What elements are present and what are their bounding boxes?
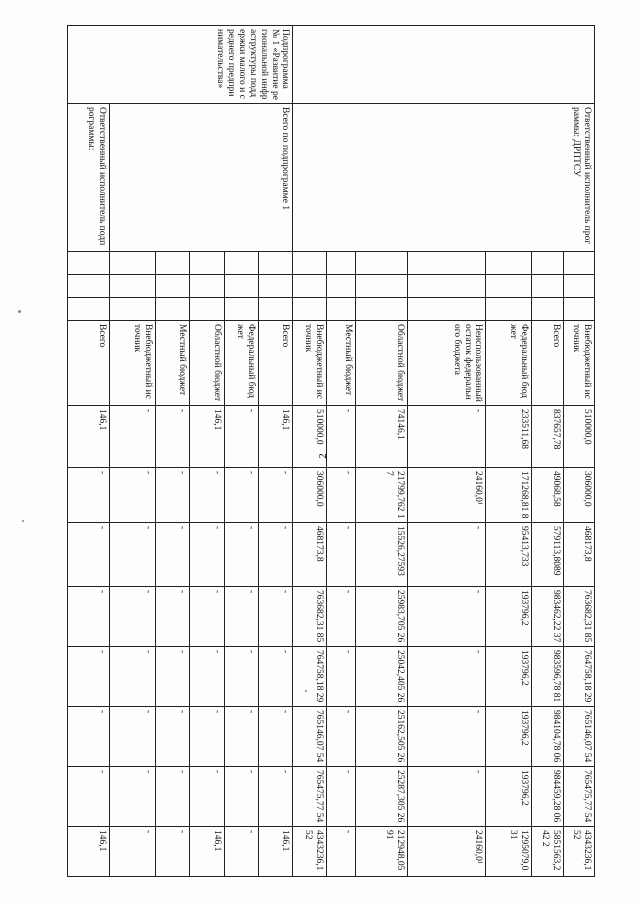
value-cell: - bbox=[155, 406, 189, 468]
value-cell: 5851563,242 2 bbox=[532, 827, 563, 877]
value-cell: - bbox=[109, 767, 155, 827]
value-cell: - bbox=[326, 587, 355, 647]
value-cell: - bbox=[155, 827, 189, 877]
value-cell: 764758,18 29 bbox=[563, 647, 594, 707]
indicator-cell bbox=[532, 252, 563, 275]
value-cell: - bbox=[224, 523, 258, 587]
value-cell: - bbox=[326, 523, 355, 587]
value-cell: 24160,0¹ bbox=[408, 827, 486, 877]
value-cell: 763682,31 85 bbox=[563, 587, 594, 647]
value-cell: - bbox=[190, 647, 224, 707]
value-cell: 25983,705 26 bbox=[356, 587, 408, 647]
value-cell: 1295079,031 bbox=[486, 827, 532, 877]
page-number: 2 bbox=[316, 453, 329, 459]
funding-source-cell: Местный бюджет bbox=[155, 321, 189, 406]
value-cell: - bbox=[408, 523, 486, 587]
value-cell: 146,1 bbox=[68, 827, 110, 877]
value-cell: - bbox=[109, 468, 155, 523]
indicator-cell bbox=[293, 275, 326, 298]
value-cell: 193796,2 bbox=[486, 647, 532, 707]
funding-source-cell: Всего bbox=[532, 321, 563, 406]
value-cell: 510000,0 bbox=[563, 406, 594, 468]
table-row bbox=[563, 26, 594, 877]
value-cell: - bbox=[259, 523, 293, 587]
value-cell: 306000,0 bbox=[563, 468, 594, 523]
value-cell: - bbox=[155, 587, 189, 647]
value-cell: - bbox=[259, 647, 293, 707]
value-cell: 984104,78 06 bbox=[532, 707, 563, 767]
indicator-cell bbox=[259, 298, 293, 321]
indicator-cell bbox=[356, 298, 408, 321]
indicator-cell bbox=[109, 275, 155, 298]
value-cell: 193796,2 bbox=[486, 707, 532, 767]
indicator-cell bbox=[326, 298, 355, 321]
indicator-cell bbox=[356, 275, 408, 298]
indicator-cell bbox=[408, 275, 486, 298]
funding-source-cell: Областной бюджет bbox=[356, 321, 408, 406]
value-cell: 212948,0591 bbox=[356, 827, 408, 877]
value-cell: - bbox=[109, 406, 155, 468]
value-cell: 146,1 bbox=[259, 406, 293, 468]
subprogram-executor-cell: Ответственный исполнитель подпрограммы: bbox=[68, 104, 110, 252]
value-cell: - bbox=[190, 707, 224, 767]
value-cell: 765146,07 54 bbox=[293, 707, 326, 767]
scan-artifact bbox=[22, 520, 24, 522]
budget-table bbox=[67, 25, 595, 877]
value-cell: - bbox=[155, 468, 189, 523]
table-row bbox=[68, 26, 110, 877]
indicator-cell bbox=[109, 252, 155, 275]
value-cell: 193796,2 bbox=[486, 767, 532, 827]
value-cell: - bbox=[68, 647, 110, 707]
value-cell: 193796,2 bbox=[486, 587, 532, 647]
indicator-cell bbox=[109, 298, 155, 321]
value-cell: 146,1 bbox=[190, 406, 224, 468]
value-cell: 837657,78 bbox=[532, 406, 563, 468]
indicator-cell bbox=[532, 275, 563, 298]
indicator-cell bbox=[155, 298, 189, 321]
indicator-cell bbox=[68, 298, 110, 321]
value-cell: 510000,0 bbox=[293, 406, 326, 468]
value-cell: - bbox=[224, 707, 258, 767]
value-cell: - bbox=[326, 468, 355, 523]
funding-source-cell: Неиспользованный остаток федерального бюджета bbox=[408, 321, 486, 406]
value-cell: 171268,81 8 bbox=[486, 468, 532, 523]
value-cell: 4343236,152 bbox=[563, 827, 594, 877]
value-cell: 468173,8 bbox=[563, 523, 594, 587]
value-cell: - bbox=[259, 468, 293, 523]
value-cell: 984459,28 06 bbox=[532, 767, 563, 827]
subprogram-name-cell: Подпрограмма № 1 «Развитие региональной инфраструктуры поддержки малого и среднего предпринимательства» bbox=[68, 26, 293, 104]
funding-source-cell: Федеральный бюджет bbox=[224, 321, 258, 406]
responsible-executor-cell: Ответственный исполнитель программы: ДРПТСУ bbox=[293, 104, 595, 252]
value-cell: - bbox=[155, 707, 189, 767]
indicator-cell bbox=[486, 252, 532, 275]
indicator-cell bbox=[68, 252, 110, 275]
table-row bbox=[259, 26, 293, 877]
value-cell: - bbox=[408, 406, 486, 468]
value-cell: 765146,07 54 bbox=[563, 707, 594, 767]
funding-source-cell: Всего bbox=[259, 321, 293, 406]
value-cell: - bbox=[109, 523, 155, 587]
value-cell: 306000,0 bbox=[293, 468, 326, 523]
indicator-cell bbox=[408, 298, 486, 321]
indicator-cell bbox=[563, 252, 594, 275]
value-cell: 74146,1 bbox=[356, 406, 408, 468]
value-cell: - bbox=[190, 767, 224, 827]
value-cell: 49068,58 bbox=[532, 468, 563, 523]
value-cell: 579113,8089 bbox=[532, 523, 563, 587]
indicator-cell bbox=[190, 275, 224, 298]
value-cell: - bbox=[68, 587, 110, 647]
indicator-cell bbox=[259, 252, 293, 275]
value-cell: 764758,18 29 bbox=[293, 647, 326, 707]
value-cell: - bbox=[224, 767, 258, 827]
scan-artifact bbox=[18, 310, 21, 313]
value-cell: - bbox=[155, 767, 189, 827]
indicator-cell bbox=[293, 252, 326, 275]
value-cell: - bbox=[68, 767, 110, 827]
program-name-cell bbox=[293, 26, 595, 104]
value-cell: 146,1 bbox=[68, 406, 110, 468]
value-cell: - bbox=[109, 707, 155, 767]
budget-table-rotated bbox=[67, 25, 595, 875]
value-cell: - bbox=[224, 587, 258, 647]
indicator-cell bbox=[155, 252, 189, 275]
indicator-cell bbox=[356, 252, 408, 275]
value-cell: - bbox=[326, 647, 355, 707]
value-cell: 21799,762 17 bbox=[356, 468, 408, 523]
funding-source-cell: Внебюджетный источник bbox=[109, 321, 155, 406]
indicator-cell bbox=[408, 252, 486, 275]
value-cell: - bbox=[68, 707, 110, 767]
indicator-cell bbox=[326, 275, 355, 298]
indicator-cell bbox=[224, 298, 258, 321]
value-cell: - bbox=[109, 587, 155, 647]
value-cell: 468173,8 bbox=[293, 523, 326, 587]
value-cell: 146,1 bbox=[190, 827, 224, 877]
indicator-cell bbox=[486, 275, 532, 298]
value-cell: - bbox=[326, 767, 355, 827]
value-cell: 25287,305 26 bbox=[356, 767, 408, 827]
indicator-cell bbox=[293, 298, 326, 321]
funding-source-cell: Местный бюджет bbox=[326, 321, 355, 406]
subprogram-total-cell: Всего по подпрограмме 1 bbox=[109, 104, 293, 252]
value-cell: - bbox=[190, 468, 224, 523]
value-cell: 765475,77 54 bbox=[563, 767, 594, 827]
value-cell: - bbox=[224, 468, 258, 523]
indicator-cell bbox=[486, 298, 532, 321]
value-cell: 15526,27593 bbox=[356, 523, 408, 587]
indicator-cell bbox=[155, 275, 189, 298]
funding-source-cell: Внебюджетный источник bbox=[563, 321, 594, 406]
value-cell: - bbox=[408, 707, 486, 767]
value-cell: - bbox=[259, 707, 293, 767]
value-cell: - bbox=[259, 587, 293, 647]
value-cell: - bbox=[190, 587, 224, 647]
value-cell: - bbox=[224, 827, 258, 877]
value-cell: - bbox=[259, 767, 293, 827]
value-cell: - bbox=[408, 767, 486, 827]
indicator-cell bbox=[224, 275, 258, 298]
value-cell: - bbox=[224, 406, 258, 468]
value-cell: 25162,505 26 bbox=[356, 707, 408, 767]
value-cell: 25042,405 26 bbox=[356, 647, 408, 707]
indicator-cell bbox=[68, 275, 110, 298]
indicator-cell bbox=[190, 252, 224, 275]
indicator-cell bbox=[563, 298, 594, 321]
value-cell: - bbox=[326, 406, 355, 468]
funding-source-cell: Областной бюджет bbox=[190, 321, 224, 406]
value-cell: - bbox=[109, 827, 155, 877]
funding-source-cell: Внебюджетный источник bbox=[293, 321, 326, 406]
value-cell: - bbox=[190, 523, 224, 587]
value-cell: - bbox=[326, 707, 355, 767]
value-cell: - bbox=[68, 468, 110, 523]
value-cell: - bbox=[68, 523, 110, 587]
value-cell: 983596,78 81 bbox=[532, 647, 563, 707]
value-cell: 983462,22 37 bbox=[532, 587, 563, 647]
value-cell: 765475,77 54 bbox=[293, 767, 326, 827]
value-cell: - bbox=[155, 523, 189, 587]
indicator-cell bbox=[532, 298, 563, 321]
value-cell: - bbox=[408, 587, 486, 647]
indicator-cell bbox=[259, 275, 293, 298]
funding-source-cell: Всего bbox=[68, 321, 110, 406]
value-cell: 233511,68 bbox=[486, 406, 532, 468]
value-cell: 24160,0¹ bbox=[408, 468, 486, 523]
indicator-cell bbox=[326, 252, 355, 275]
value-cell: - bbox=[155, 647, 189, 707]
value-cell: 95413,733 bbox=[486, 523, 532, 587]
value-cell: 146,1 bbox=[259, 827, 293, 877]
funding-source-cell: Федеральный бюджет bbox=[486, 321, 532, 406]
value-cell: - bbox=[326, 827, 355, 877]
value-cell: - bbox=[224, 647, 258, 707]
indicator-cell bbox=[224, 252, 258, 275]
indicator-cell bbox=[563, 275, 594, 298]
value-cell: - bbox=[408, 647, 486, 707]
value-cell: - bbox=[109, 647, 155, 707]
value-cell: 763682,31 85 bbox=[293, 587, 326, 647]
value-cell: 4343236,152 bbox=[293, 827, 326, 877]
indicator-cell bbox=[190, 298, 224, 321]
